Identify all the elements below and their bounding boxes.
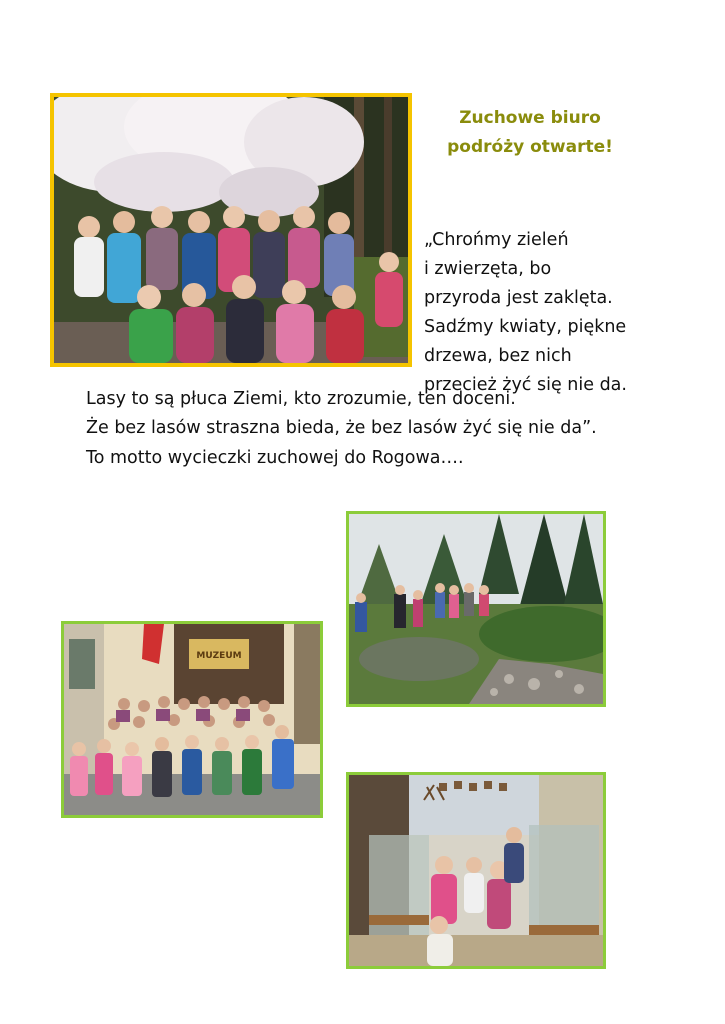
poem-line: drzewa, bez nich [424, 346, 572, 366]
title-line-1: Zuchowe biuro [459, 108, 601, 128]
title-line-2: podróży otwarte! [447, 137, 613, 157]
poem-line: Lasy to są płuca Ziemi, kto zrozumie, ten doceni. [86, 389, 516, 409]
photo-magnolia-group [50, 93, 412, 367]
poem-line: i zwierzęta, bo [424, 259, 552, 279]
museum-sign-text: MUZEUM [196, 651, 242, 661]
poem-line: „Chrońmy zieleń [424, 230, 569, 250]
motto-text: To motto wycieczki zuchowej do Rogowa…. [86, 448, 464, 468]
poem-line: przyroda jest zaklęta. [424, 288, 613, 308]
poem-line: Że bez lasów straszna bieda, że bez lasów żyć się nie da”. [86, 418, 597, 438]
poem-block [424, 226, 724, 400]
poem-line: Sadźmy kwiaty, piękne [424, 317, 627, 337]
poem-continued-block [86, 385, 706, 473]
photo-museum-group [61, 621, 323, 818]
photo-museum-interior [346, 772, 606, 969]
photo-forest-path [346, 511, 606, 707]
page-title [430, 104, 630, 162]
poem-line: przecież żyć się nie da. [424, 375, 627, 395]
